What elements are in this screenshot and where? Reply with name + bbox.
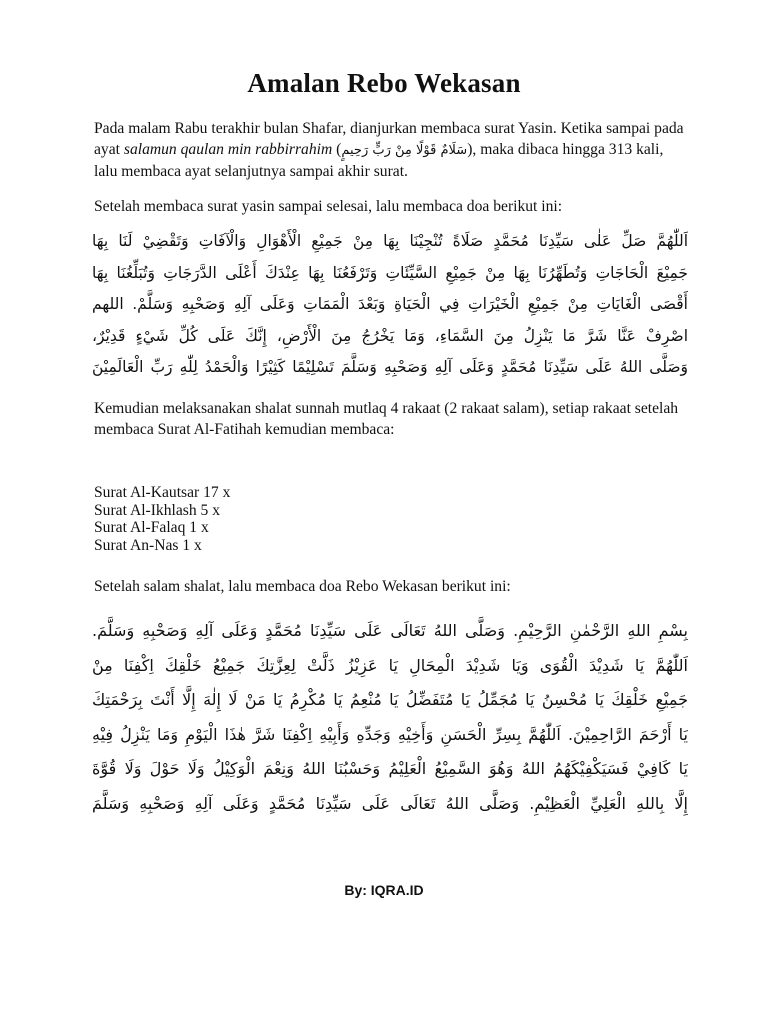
- surat-list-item: Surat Al-Ikhlash 5 x: [94, 501, 221, 519]
- surat-list-item: Surat Al-Kautsar 17 x: [94, 484, 231, 501]
- doa2-line: اَللّٰهُمَّ يَا شَدِيْدَ الْقُوَى وَيَا شَدِيْدَ الْمِحَالِ يَا عَزِيْزُ ذَلَّتْ لِعِزَّتِكَ جَمِيْعُ خَلْقِكَ اِكْفِنَا مِنْ: [92, 655, 688, 675]
- surat-list-item: Surat An-Nas 1 x: [94, 536, 202, 554]
- surat-list-item: Surat Al-Falaq 1 x: [94, 519, 209, 536]
- intro-paragraph: Pada malam Rabu terakhir bulan Shafar, dianjurkan membaca surat Yasin. Ketika sampai pada ayat salamun qaulan min rabbirrahim (سَلَامٌ قَوْلًا مِنْ رَبٍّ رَحِيمٍ), maka dibaca hingga 313 kali, lalu membaca ayat selanjutnya sampai akhir surat.: [94, 120, 684, 180]
- doa1-intro: Setelah membaca surat yasin sampai selesai, lalu membaca doa berikut ini:: [94, 198, 563, 215]
- doa2-line: إِلَّا بِاللهِ الْعَلِيِّ الْعَظِيْمِ. وَصَلَّى اللهُ تَعَالَى عَلَى سَيِّدِنَا مُحَمَّدٍ وَعَلَى آلِهِ وَصَحْبِهِ وَسَلَّمَ: [92, 793, 688, 813]
- surat-list: [94, 484, 230, 554]
- doa1-line: اصْرِفْ عَنَّا شَرَّ مَا يَنْزِلُ مِنَ السَّمَاءِ، وَمَا يَخْرُجُ مِنَ الْأَرْضِ، إِنَّكَ عَلَى كُلِّ شَيْءٍ قَدِيْرٌ،: [92, 326, 688, 345]
- doa2-line: بِسْمِ اللهِ الرَّحْمٰنِ الرَّحِيْمِ. وَصَلَّى اللهُ تَعَالَى عَلَى سَيِّدِنَا مُحَمَّدٍ وَعَلَى آلِهِ وَصَحْبِهِ وَسَلَّمَ.: [92, 621, 688, 640]
- doa1-arabic-block: [92, 226, 688, 384]
- document-title: Amalan Rebo Wekasan: [247, 68, 521, 98]
- doa1-line: جَمِيْعَ الْحَاجَاتِ وَتُطَهِّرُنَا بِهَا مِنْ جَمِيْعِ السَّيِّئَاتِ وَتَرْفَعُنَا بِهَا عِنْدَكَ أَعْلَى الدَّرَجَاتِ وَتُبَلِّغُنَا بِهَا: [92, 263, 688, 282]
- footer-credit: By: IQRA.ID: [344, 882, 424, 898]
- shalat-instruction: Kemudian melaksanakan shalat sunnah mutlaq 4 rakaat (2 rakaat salam), setiap rakaat setelah membaca Surat Al-Fatihah kemudian membaca:: [94, 400, 679, 438]
- doa1-line: أَقْصَى الْغَايَاتِ مِنْ جَمِيْعِ الْخَيْرَاتِ فِي الْحَيَاةِ وَبَعْدَ الْمَمَاتِ وَعَلَى آلِهِ وَصَحْبِهِ وَسَلَّمْ. اللهم: [92, 295, 688, 313]
- intro-arabic-inline: سَلَامٌ قَوْلًا مِنْ رَبٍّ رَحِيمٍ: [341, 143, 468, 158]
- doa2-intro: Setelah salam shalat, lalu membaca doa Rebo Wekasan berikut ini:: [94, 578, 511, 595]
- intro-italic-transliteration: salamun qaulan min rabbirrahim: [123, 141, 333, 158]
- intro-text-before: Pada malam Rabu terakhir bulan Shafar, dianjurkan membaca surat Yasin. Ketika sampai pada ayat: [94, 120, 684, 158]
- doa1-line: اَللّٰهُمَّ صَلِّ عَلٰى سَيِّدِنَا مُحَمَّدٍ صَلَاةً تُنْجِيْنَا بِهَا مِنْ جَمِيْعِ الْأَهْوَالِ وَالْآفَاتِ وَتَقْضِيْ لَنَا بِهَا: [92, 232, 688, 250]
- doa2-line: يَا كَافِيْ فَسَيَكْفِيْكَهُمُ اللهُ وَهُوَ السَّمِيْعُ الْعَلِيْمُ وَحَسْبُنَا اللهُ وَنِعْمَ الْوَكِيْلُ وَلَا حَوْلَ وَلَا قُوَّةَ: [92, 759, 688, 778]
- doa2-arabic-block: [92, 614, 688, 821]
- doa2-line: يَا أَرْحَمَ الرَّاحِمِيْنَ. اَللّٰهُمَّ بِسِرِّ الْحَسَنِ وَأَخِيْهِ وَجَدِّهِ وَأَبِيْهِ اِكْفِنَا شَرَّ هٰذَا الْيَوْمِ وَمَا يَنْزِلُ فِيْهِ: [92, 724, 688, 744]
- doa2-line: جَمِيْعِ خَلْقِكَ يَا مُحْسِنُ يَا مُجَمِّلُ يَا مُتَفَضِّلُ يَا مُنْعِمُ يَا مُكْرِمُ يَا مَنْ لَا إِلٰهَ إِلَّا أَنْتَ بِرَحْمَتِكَ: [92, 690, 688, 709]
- intro-text-after: , maka dibaca hingga 313 kali, lalu membaca ayat selanjutnya sampai akhir surat.: [94, 141, 664, 180]
- doa1-line: وَصَلَّى اللهُ عَلَى سَيِّدِنَا مُحَمَّدٍ وَعَلَى آلِهِ وَصَحْبِهِ وَسَلَّمَ تَسْلِيْمًا كَثِيْرًا وَالْحَمْدُ لِلّٰهِ رَبِّ الْعَالَمِيْنَ: [92, 358, 688, 376]
